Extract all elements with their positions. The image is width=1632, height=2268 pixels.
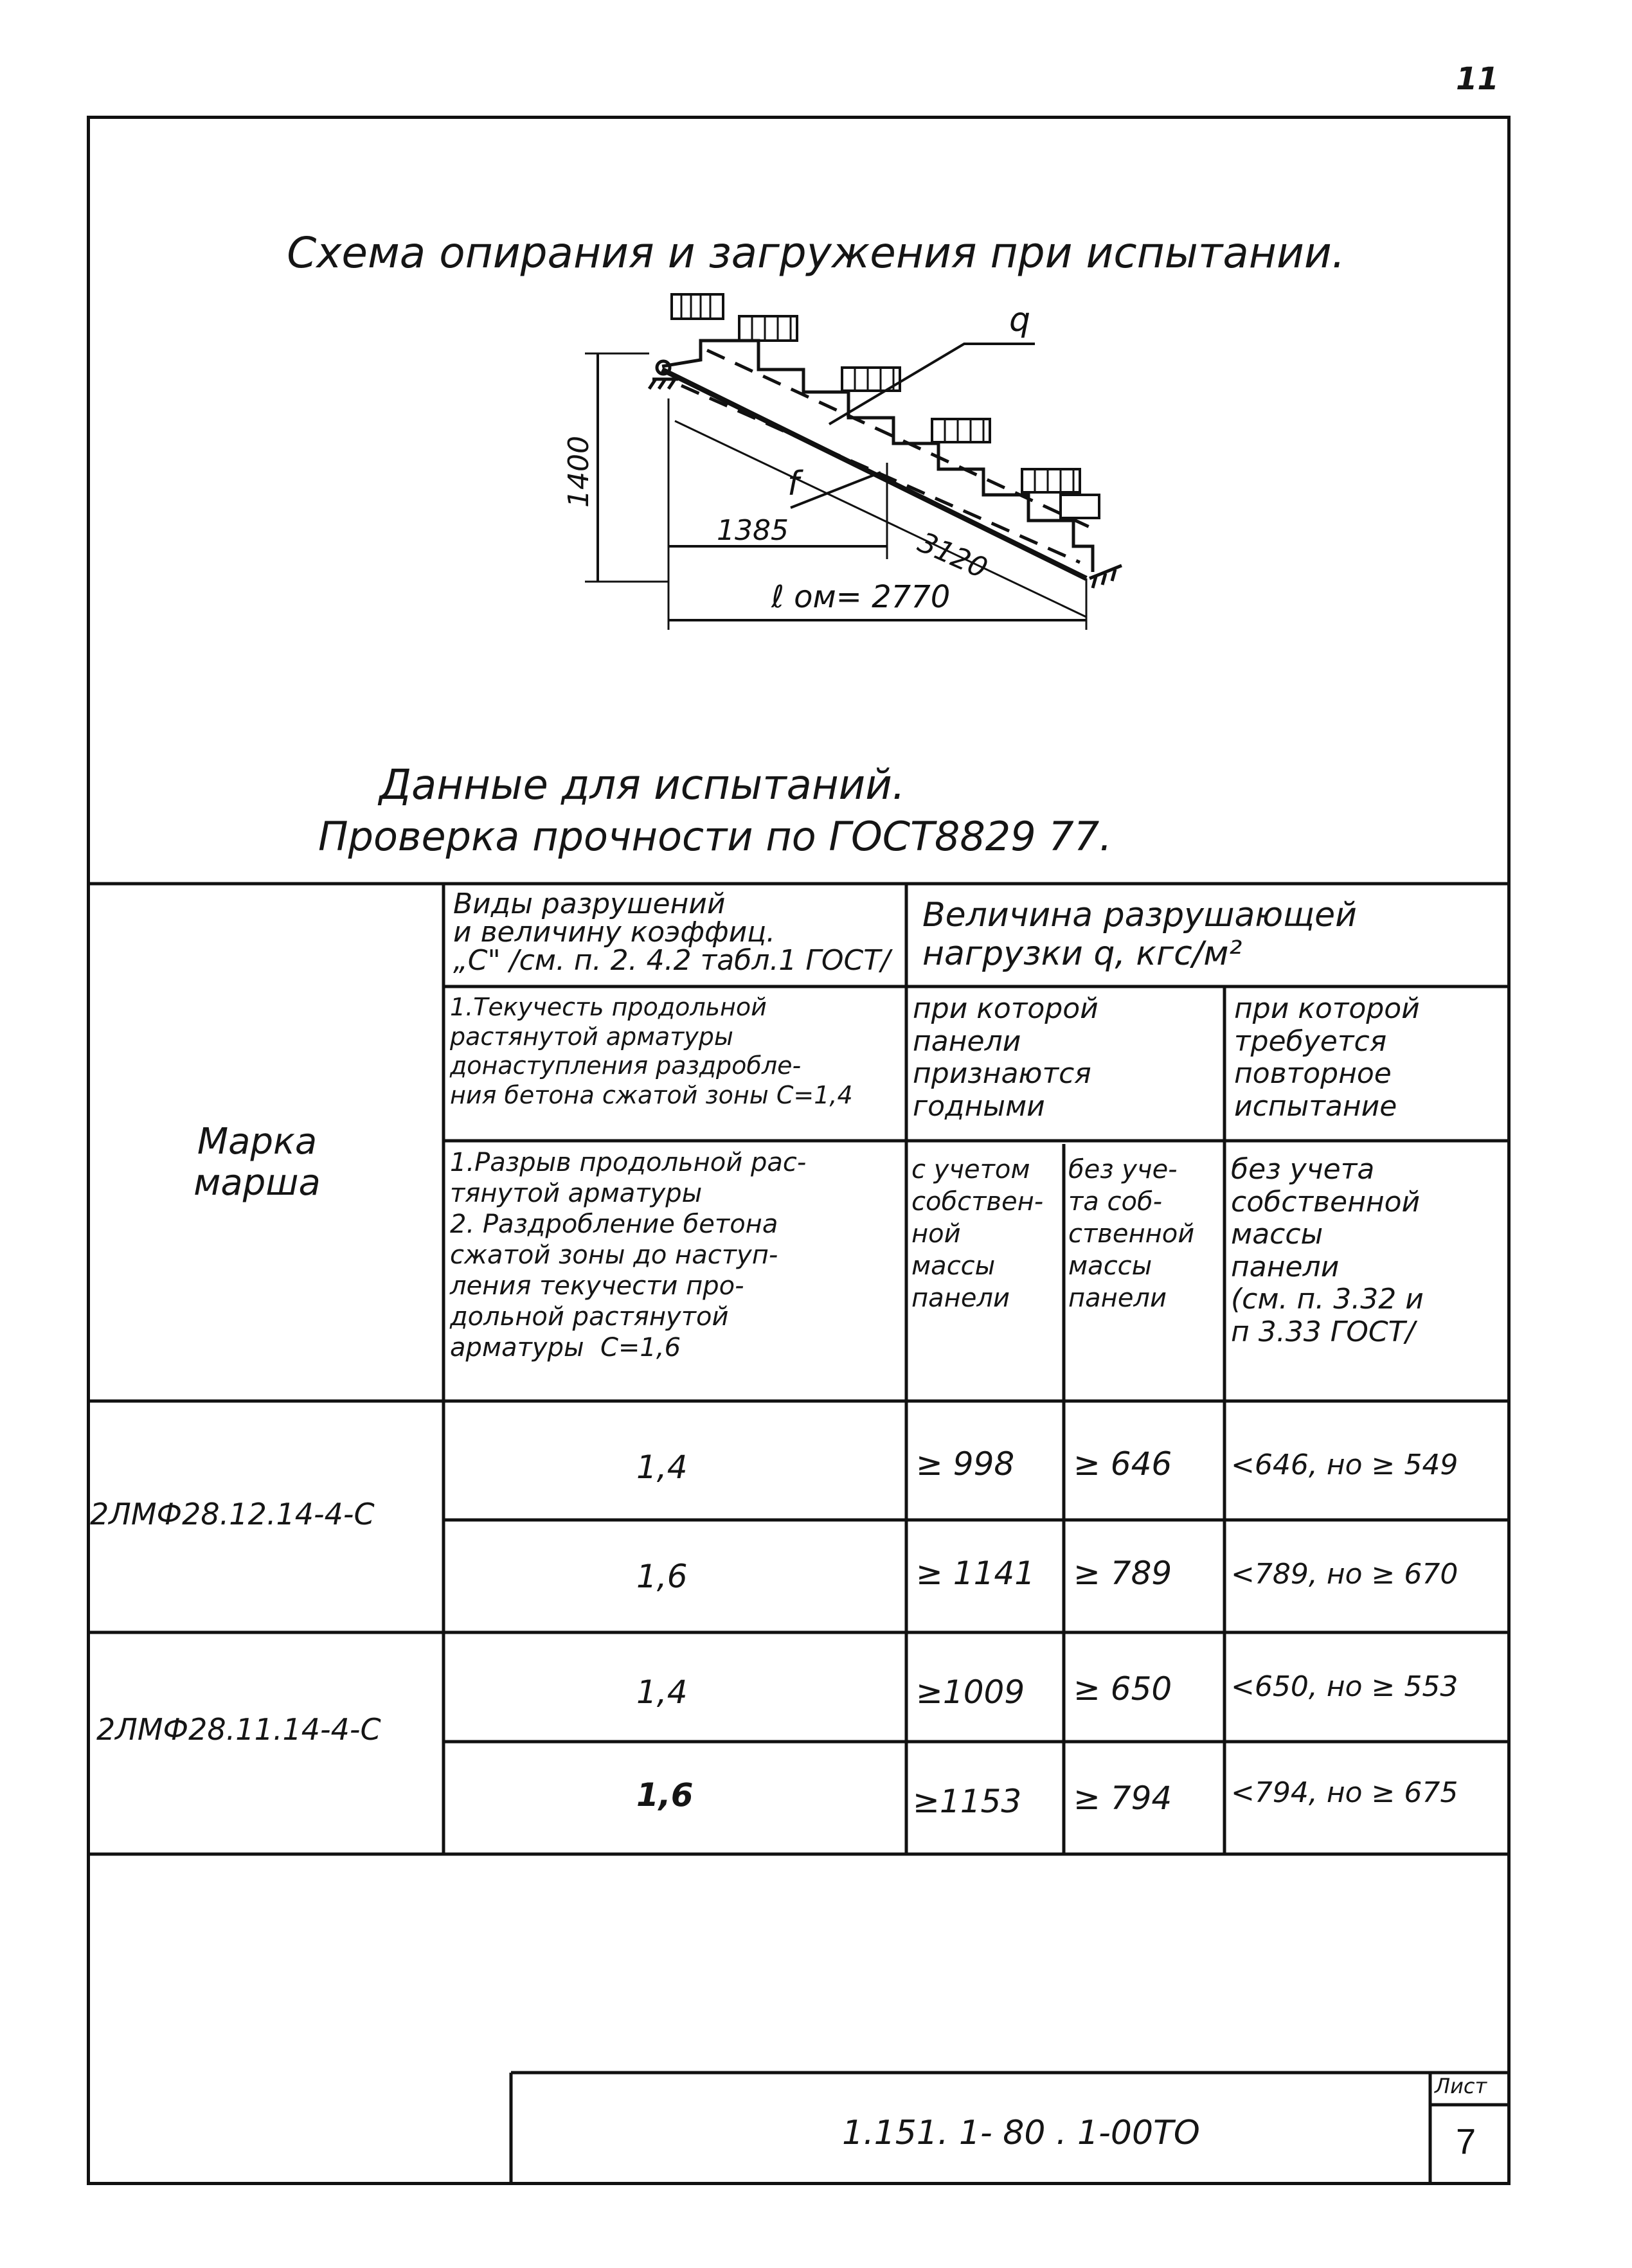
col-mark-header: Марка марша (193, 1121, 321, 1204)
row-3-retest: <650, но ≥ 553 (1231, 1670, 1458, 1703)
row-1-retest: <646, но ≥ 549 (1231, 1449, 1458, 1481)
sheet-label: Лист (1435, 2074, 1487, 2098)
col-load-header: Величина разрушающей нагрузки q, кгс/м² (922, 896, 1357, 973)
retest-header: при которой требуется повторное испытание (1234, 992, 1420, 1123)
data-subtitle: Проверка прочности по ГОСТ8829 77. (318, 813, 1113, 860)
retest-sub-header: без учета собственной массы панели (см. п. 3.32 и п 3.33 ГОСТ/ (1231, 1153, 1424, 1348)
sheet-number: 7 (1456, 2121, 1476, 2161)
col-kinds-header: Виды разрушений и величину коэффиц. „С" /см. п. 2. 4.2 табл.1 ГОСТ/ (453, 888, 890, 977)
row-3-with-mass: ≥1009 (916, 1674, 1025, 1711)
page-number: 11 (1456, 61, 1499, 97)
scheme-title: Схема опирания и загружения при испытании. (287, 228, 1345, 278)
row-mark-2: 2ЛМФ28.11.14-4-С (96, 1712, 381, 1747)
data-title: Данные для испытаний. (379, 762, 906, 809)
accepted-header: при которой панели признаются годными (913, 992, 1098, 1123)
row-2-c: 1,6 (636, 1558, 688, 1595)
deflection-label: f (787, 465, 800, 503)
row-mark-1: 2ЛМФ28.12.14-4-С (90, 1497, 375, 1531)
row-2-with-mass: ≥ 1141 (916, 1555, 1036, 1592)
failure-kind-2: 1.Разрыв продольной рас- тянутой арматуры 2. Раздробление бетона сжатой зоны до наступ- ления текучести про- дольной растянутой арматуры С=1,6 (450, 1148, 807, 1362)
load-label: q (1009, 301, 1031, 339)
document-code: 1.151. 1- 80 . 1-00ТО (842, 2114, 1200, 2152)
row-4-with-mass: ≥1153 (913, 1783, 1022, 1820)
row-4-retest: <794, но ≥ 675 (1231, 1776, 1458, 1809)
height-dimension: 1400 (562, 436, 595, 508)
row-1-with-mass: ≥ 998 (916, 1445, 1015, 1483)
row-3-without-mass: ≥ 650 (1073, 1670, 1172, 1708)
span-dimension: ℓ ом= 2770 (771, 579, 951, 615)
without-mass-header: без уче- та соб- ственной массы панели (1068, 1155, 1195, 1313)
half-span-dimension: 1385 (717, 514, 789, 547)
row-4-without-mass: ≥ 794 (1073, 1780, 1172, 1817)
row-4-c: 1,6 (636, 1776, 694, 1814)
with-mass-header: с учетом собствен- ной массы панели (911, 1155, 1044, 1313)
failure-kind-1: 1.Текучесть продольной растянутой арматуры донаступления раздробле- ния бетона сжатой зоны С=1,4 (450, 993, 853, 1109)
row-2-without-mass: ≥ 789 (1073, 1555, 1172, 1592)
row-1-without-mass: ≥ 646 (1073, 1445, 1172, 1483)
slope-dimension: 3120 (913, 526, 992, 585)
row-2-retest: <789, но ≥ 670 (1231, 1558, 1458, 1591)
row-3-c: 1,4 (636, 1674, 688, 1711)
row-1-c: 1,4 (636, 1449, 688, 1486)
